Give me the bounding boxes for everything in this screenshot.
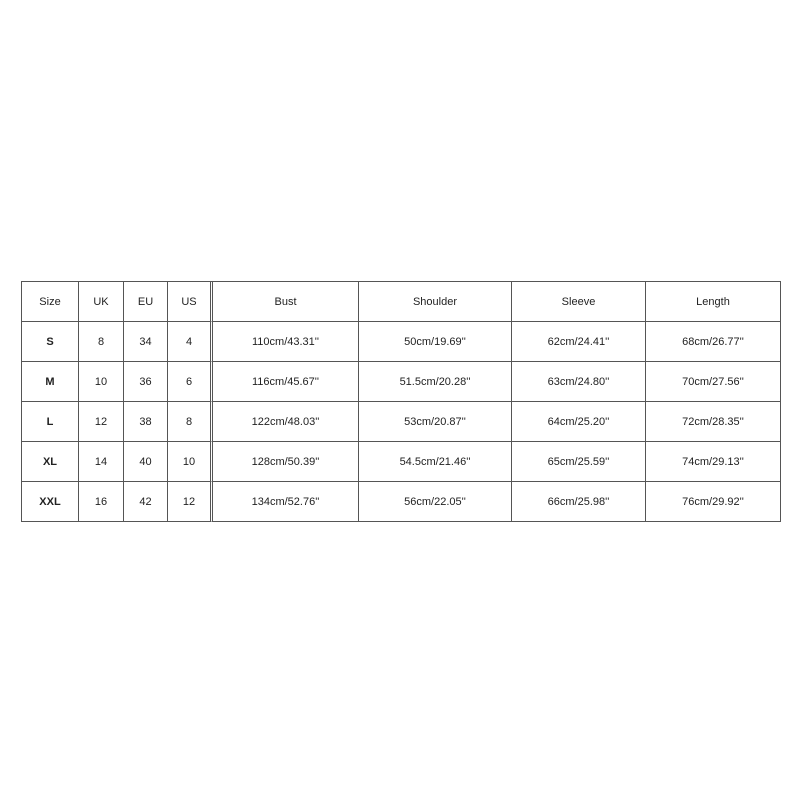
- size-cell: M: [22, 362, 79, 402]
- size-cell: XL: [22, 442, 79, 482]
- uk-cell: 8: [79, 322, 124, 362]
- length-cell: 70cm/27.56'': [646, 362, 781, 402]
- shoulder-cell: 54.5cm/21.46'': [359, 442, 512, 482]
- sleeve-cell: 62cm/24.41'': [512, 322, 646, 362]
- eu-cell: 38: [124, 402, 168, 442]
- column-header-size: Size: [22, 282, 79, 322]
- us-cell: 8: [168, 402, 213, 442]
- bust-cell: 110cm/43.31'': [213, 322, 359, 362]
- uk-cell: 14: [79, 442, 124, 482]
- column-header-sleeve: Sleeve: [512, 282, 646, 322]
- sleeve-cell: 66cm/25.98'': [512, 482, 646, 522]
- us-cell: 12: [168, 482, 213, 522]
- column-header-shoulder: Shoulder: [359, 282, 512, 322]
- bust-cell: 116cm/45.67'': [213, 362, 359, 402]
- sleeve-cell: 63cm/24.80'': [512, 362, 646, 402]
- column-header-bust: Bust: [213, 282, 359, 322]
- length-cell: 72cm/28.35'': [646, 402, 781, 442]
- size-cell: S: [22, 322, 79, 362]
- length-cell: 74cm/29.13'': [646, 442, 781, 482]
- shoulder-cell: 56cm/22.05'': [359, 482, 512, 522]
- table-row: [22, 402, 781, 442]
- uk-cell: 16: [79, 482, 124, 522]
- sleeve-cell: 64cm/25.20'': [512, 402, 646, 442]
- bust-cell: 122cm/48.03'': [213, 402, 359, 442]
- size-cell: XXL: [22, 482, 79, 522]
- table-header-row: [22, 282, 781, 322]
- table-row: [22, 322, 781, 362]
- eu-cell: 40: [124, 442, 168, 482]
- column-header-length: Length: [646, 282, 781, 322]
- bust-cell: 128cm/50.39'': [213, 442, 359, 482]
- column-header-uk: UK: [79, 282, 124, 322]
- sleeve-cell: 65cm/25.59'': [512, 442, 646, 482]
- shoulder-cell: 50cm/19.69'': [359, 322, 512, 362]
- length-cell: 68cm/26.77'': [646, 322, 781, 362]
- us-cell: 4: [168, 322, 213, 362]
- eu-cell: 34: [124, 322, 168, 362]
- table-row: [22, 442, 781, 482]
- size-chart-table: [21, 281, 781, 522]
- shoulder-cell: 51.5cm/20.28'': [359, 362, 512, 402]
- table-row: [22, 482, 781, 522]
- size-cell: L: [22, 402, 79, 442]
- length-cell: 76cm/29.92'': [646, 482, 781, 522]
- uk-cell: 10: [79, 362, 124, 402]
- column-header-us: US: [168, 282, 213, 322]
- bust-cell: 134cm/52.76'': [213, 482, 359, 522]
- us-cell: 6: [168, 362, 213, 402]
- uk-cell: 12: [79, 402, 124, 442]
- eu-cell: 42: [124, 482, 168, 522]
- table-row: [22, 362, 781, 402]
- us-cell: 10: [168, 442, 213, 482]
- eu-cell: 36: [124, 362, 168, 402]
- shoulder-cell: 53cm/20.87'': [359, 402, 512, 442]
- column-header-eu: EU: [124, 282, 168, 322]
